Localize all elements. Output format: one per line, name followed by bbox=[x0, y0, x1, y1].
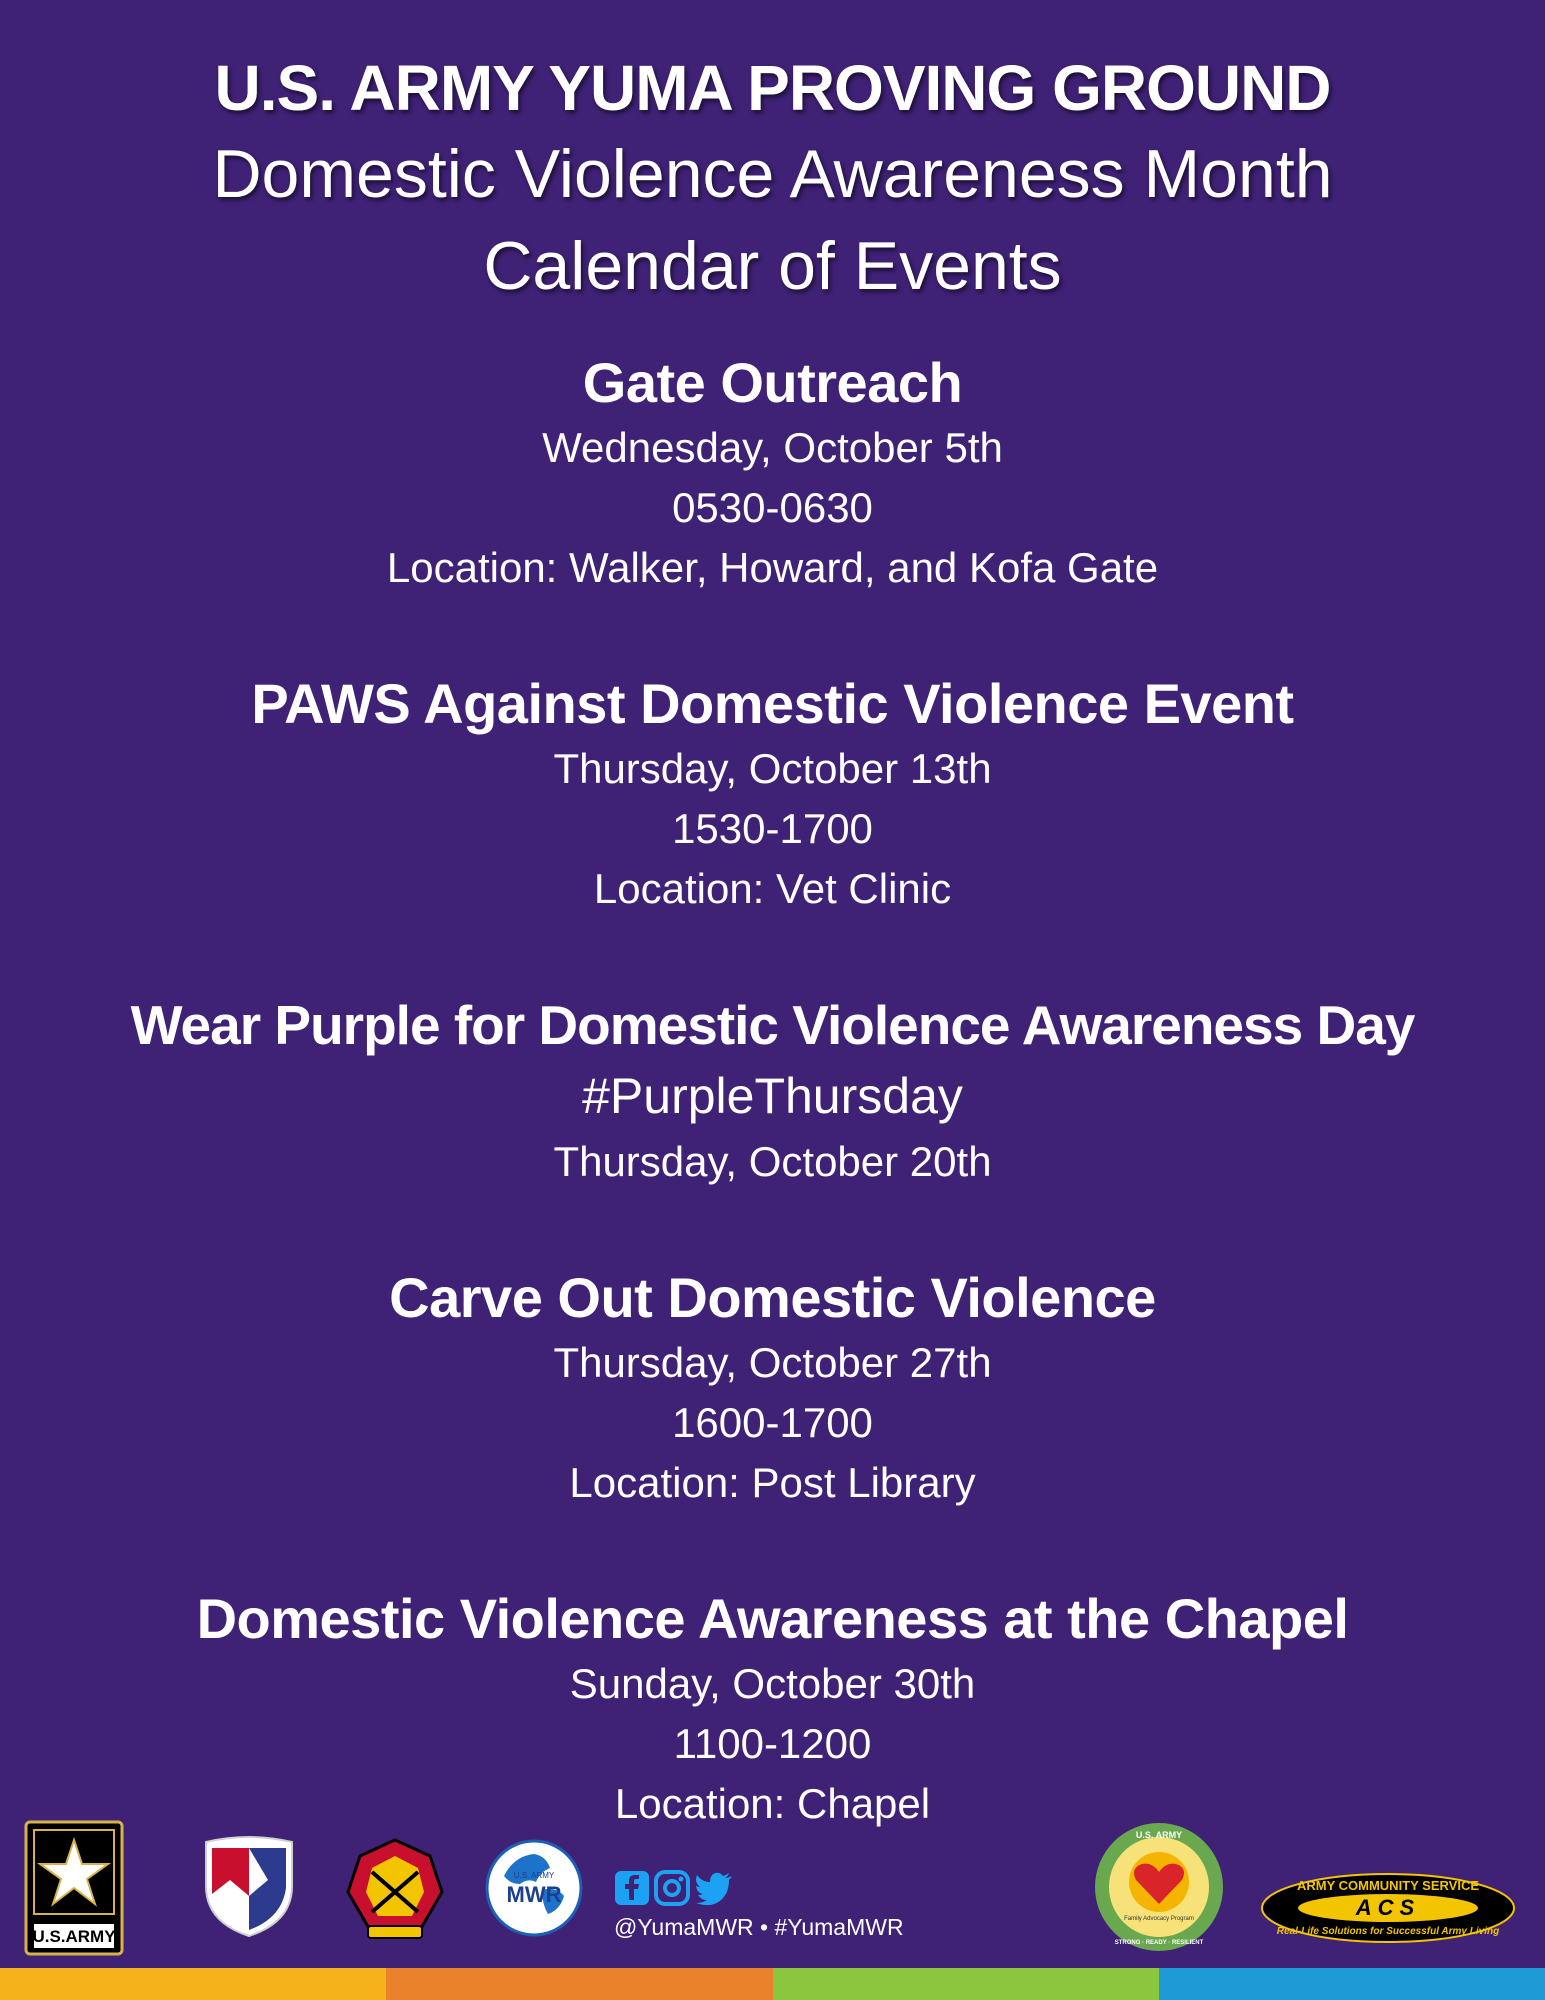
event-carve-out bbox=[0, 1263, 1545, 1513]
event-time: 1600-1700 bbox=[672, 1399, 873, 1446]
organization-title: U.S. ARMY YUMA PROVING GROUND bbox=[214, 52, 1331, 124]
event-gate-outreach bbox=[0, 348, 1545, 598]
event-title: Gate Outreach bbox=[582, 351, 963, 414]
color-stripe-bar bbox=[0, 1968, 1545, 2000]
event-location: Location: Walker, Howard, and Kofa Gate bbox=[386, 544, 1159, 591]
event-date: Thursday, October 13th bbox=[553, 745, 992, 792]
event-date: Thursday, October 20th bbox=[553, 1138, 992, 1185]
us-army-star-logo bbox=[24, 1820, 132, 1960]
event-paws bbox=[0, 669, 1545, 919]
social-handles: @YumaMWR • #YumaMWR bbox=[614, 1914, 904, 1940]
event-time: 0530-0630 bbox=[672, 484, 873, 531]
twitter-icon[interactable] bbox=[694, 1870, 734, 1906]
calendar-subtitle: Calendar of Events bbox=[483, 228, 1062, 304]
mwr-logo-text: MWR bbox=[506, 1882, 562, 1907]
social-icons bbox=[614, 1870, 734, 1906]
acs-mid: ACS bbox=[1355, 1895, 1421, 1920]
acs-top: ARMY COMMUNITY SERVICE bbox=[1296, 1878, 1480, 1893]
event-time: 1100-1200 bbox=[673, 1720, 872, 1767]
army-community-service-logo bbox=[1260, 1872, 1516, 1944]
event-date: Sunday, October 30th bbox=[569, 1660, 976, 1707]
event-date: Thursday, October 27th bbox=[553, 1339, 992, 1386]
acs-bottom: Real-Life Solutions for Successful Army Living bbox=[1276, 1926, 1500, 1937]
event-title: PAWS Against Domestic Violence Event bbox=[251, 672, 1294, 735]
stripe-green bbox=[773, 1968, 1159, 2000]
family-advocacy-program-logo bbox=[1092, 1820, 1226, 1954]
header bbox=[0, 48, 1545, 312]
army-mwr-logo bbox=[484, 1838, 584, 1938]
fap-top: U.S. ARMY bbox=[1135, 1830, 1183, 1840]
stripe-blue bbox=[1159, 1968, 1545, 2000]
stripe-orange bbox=[386, 1968, 772, 2000]
event-location: Location: Chapel bbox=[614, 1780, 931, 1827]
event-chapel bbox=[0, 1584, 1545, 1834]
fap-bottom: STRONG · READY · RESILIENT bbox=[1114, 1940, 1204, 1946]
event-date: Wednesday, October 5th bbox=[542, 424, 1003, 471]
stripe-yellow bbox=[0, 1968, 386, 2000]
event-location: Location: Post Library bbox=[569, 1459, 976, 1506]
event-title: Wear Purple for Domestic Violence Awareness Day bbox=[130, 994, 1415, 1056]
installation-management-crest-icon bbox=[342, 1838, 448, 1942]
fap-mid: Family Advocacy Program bbox=[1124, 1916, 1194, 1922]
event-hashtag: #PurpleThursday bbox=[582, 1068, 963, 1124]
event-title: Carve Out Domestic Violence bbox=[389, 1266, 1156, 1329]
event-title: Domestic Violence Awareness at the Chapel bbox=[196, 1587, 1349, 1650]
shield-insignia-icon bbox=[202, 1836, 296, 1940]
facebook-icon[interactable] bbox=[614, 1870, 650, 1906]
mwr-logo-top: U.S. ARMY bbox=[513, 1871, 555, 1880]
event-name: Domestic Violence Awareness Month bbox=[212, 136, 1333, 212]
instagram-icon[interactable] bbox=[654, 1870, 690, 1906]
event-wear-purple bbox=[0, 990, 1545, 1192]
event-time: 1530-1700 bbox=[672, 805, 873, 852]
army-logo-text: U.S.ARMY bbox=[32, 1927, 116, 1946]
event-location: Location: Vet Clinic bbox=[593, 865, 952, 912]
